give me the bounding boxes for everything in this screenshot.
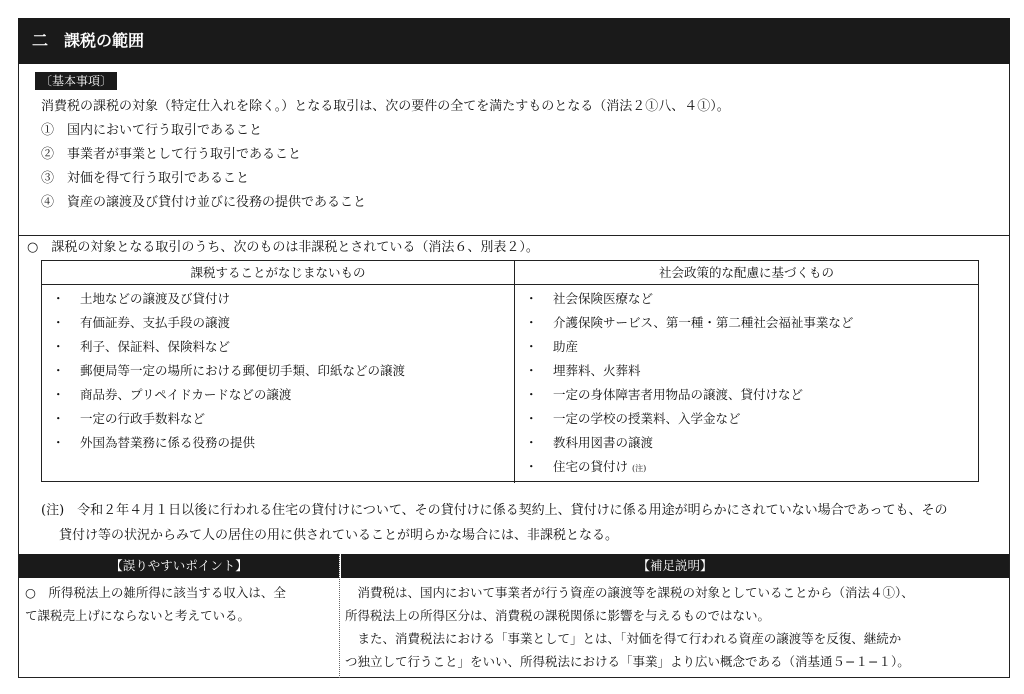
supplement-text: 消費税は、国内において事業者が行う資産の譲渡等を課税の対象としていることから（消法４①）、 所得税法上の所得区分は、消費税の課税関係に影響を与えるものではない。 また、消費税法における「事業として」とは、「対価を得て行われる資産の譲渡等を反復、継続か つ独立して行うこと」をいい、所得税法における「事業」より広い概念である（消基通５−１−１）。: [345, 585, 914, 669]
bullet: ・: [525, 411, 538, 426]
bullet: ・: [525, 387, 538, 402]
mistake-text: ○ 所得税法上の雑所得に該当する収入は、全 て課税売上げにならないと考えている。: [25, 585, 286, 623]
list-item: ・ 有価証券、支払手段の譲渡: [42, 311, 514, 335]
bullet: ・: [52, 411, 65, 426]
list-item: ・ 社会保険医療など: [515, 287, 978, 311]
bullet: ・: [52, 315, 65, 330]
basic-intro: 消費税の課税の対象（特定仕入れを除く。）となる取引は、次の要件の全てを満たすものとなる（消法２①八、４①）。: [41, 99, 730, 114]
non-taxable-table: [41, 260, 979, 482]
non-taxable-left-list: [42, 287, 514, 455]
column-divider: [339, 554, 340, 678]
supplement-header: 【補足説明】: [341, 554, 1009, 578]
requirement-item: ① 国内において行う取引であること: [41, 123, 263, 138]
bullet: ・: [525, 291, 538, 306]
list-item: ・ 介護保険サービス、第一種・第二種社会福祉事業など: [515, 311, 978, 335]
non-taxable-left-header: 課税することがなじまないもの: [42, 261, 514, 285]
bullet: ・: [525, 315, 538, 330]
list-item: ・ 住宅の貸付け (注): [515, 455, 978, 479]
requirement-item: ③ 対価を得て行う取引であること: [41, 171, 250, 186]
list-item: ・ 商品券、プリペイドカードなどの譲渡: [42, 383, 514, 407]
bullet: ・: [52, 435, 65, 450]
non-taxable-intro: ○ 課税の対象となる取引のうち、次のものは非課税とされている（消法６、別表２）。: [27, 240, 539, 255]
list-item: ・ 助産: [515, 335, 978, 359]
basic-matters-label: 〔基本事項〕: [35, 72, 117, 90]
bullet: ・: [525, 435, 538, 450]
list-item: ・ 一定の身体障害者用物品の譲渡、貸付けなど: [515, 383, 978, 407]
list-item: ・ 郵便局等一定の場所における郵便切手類、印紙などの譲渡: [42, 359, 514, 383]
common-mistakes-table: [18, 554, 1010, 678]
list-item: ・ 利子、保証料、保険料など: [42, 335, 514, 359]
non-taxable-right-header: 社会政策的な配慮に基づくもの: [515, 261, 978, 285]
bullet: ・: [52, 291, 65, 306]
mistakes-header: 【誤りやすいポイント】: [19, 554, 339, 578]
document-page: [18, 18, 1010, 678]
bullet: ・: [52, 339, 65, 354]
bullet: ・: [52, 363, 65, 378]
requirement-item: ④ 資産の譲渡及び貸付け並びに役務の提供であること: [41, 195, 367, 210]
list-item: ・ 一定の学校の授業料、入学金など: [515, 407, 978, 431]
bullet: ・: [525, 363, 538, 378]
note-marker: (注): [632, 464, 647, 473]
section-title: 二 課税の範囲: [18, 18, 1010, 64]
list-item: ・ 土地などの譲渡及び貸付け: [42, 287, 514, 311]
bullet: ・: [52, 387, 65, 402]
non-taxable-right-list: [515, 287, 978, 479]
bullet: ・: [525, 339, 538, 354]
bullet: ・: [525, 459, 538, 474]
footnote-line: 貸付け等の状況からみて人の居住の用に供されていることが明らかな場合には、非課税となる。: [59, 528, 619, 543]
basic-matters-box: [18, 64, 1010, 236]
list-item: ・ 外国為替業務に係る役務の提供: [42, 431, 514, 455]
list-item: ・ 一定の行政手数料など: [42, 407, 514, 431]
list-item: ・ 教科用図書の譲渡: [515, 431, 978, 455]
non-taxable-section: [18, 236, 1010, 554]
requirement-item: ② 事業者が事業として行う取引であること: [41, 147, 302, 162]
footnote-line: (注) 令和２年４月１日以後に行われる住宅の貸付けについて、その貸付けに係る契約上、貸付けに係る用途が明らかにされていない場合であっても、その: [41, 503, 948, 518]
list-item: ・ 埋葬料、火葬料: [515, 359, 978, 383]
